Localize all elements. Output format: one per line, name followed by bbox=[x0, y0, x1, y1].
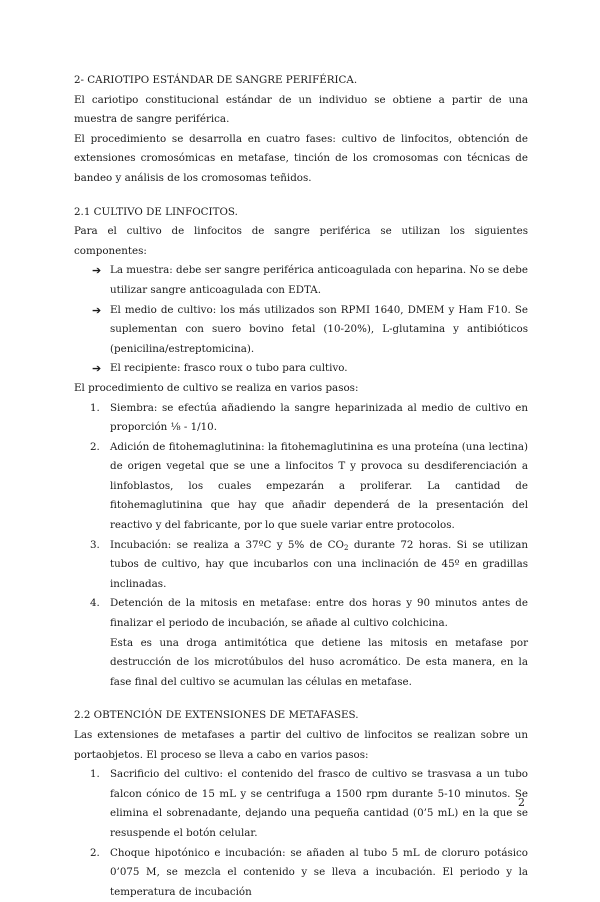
list-item bbox=[92, 261, 528, 300]
step-number: 4. bbox=[90, 597, 100, 610]
step-text: Detención de la mitosis en metafase: entre dos horas y 90 minutos antes de finalizar el periodo de incubación, se añade al cultivo colchicina. bbox=[110, 597, 528, 630]
step-text-part-b: durante 72 horas. Si se utilizan tubos de cultivo, hay que incubarlos con una inclinación de 45º en gradillas inclinadas. bbox=[110, 538, 528, 590]
list-item bbox=[90, 438, 528, 536]
steps-intro: El procedimiento de cultivo se realiza en varios pasos: bbox=[74, 381, 359, 394]
components-list bbox=[74, 261, 528, 379]
page-number: 2 bbox=[518, 796, 525, 809]
step-text: Siembra: se efectúa añadiendo la sangre heparinizada al medio de cultivo en proporción ⅛ - 1/10. bbox=[110, 401, 528, 434]
culture-steps-list bbox=[74, 399, 528, 693]
section-2-1-intro: Para el cultivo de linfocitos de sangre periférica se utilizan los siguientes componentes: bbox=[74, 225, 528, 257]
list-item bbox=[90, 844, 528, 902]
step-text: Sacrificio del cultivo: el contenido del frasco de cultivo se trasvasa a un tubo falcon cónico de 15 mL y se centrifuga a 1500 rpm durante 5-10 minutos. Se elimina el sobrenadante, dejando una pequeña cantidad (0’5 mL) en la que se resuspende el botón celular. bbox=[110, 768, 528, 839]
section-2-heading: 2- CARIOTIPO ESTÁNDAR DE SANGRE PERIFÉRICA. bbox=[74, 74, 358, 86]
list-item bbox=[90, 594, 528, 692]
step-number: 2. bbox=[90, 440, 100, 453]
step-number: 1. bbox=[90, 401, 100, 414]
list-item bbox=[92, 301, 528, 360]
section-2-paragraph-1: El cariotipo constitucional estándar de un individuo se obtiene a partir de una muestra de sangre periférica. bbox=[74, 93, 528, 126]
arrow-icon: ➔ bbox=[92, 303, 102, 317]
co2-subscript: 2 bbox=[344, 543, 349, 552]
step-text-part-a: Incubación: se realiza a 37ºC y 5% de CO bbox=[110, 538, 344, 551]
arrow-icon: ➔ bbox=[92, 362, 102, 376]
section-2-paragraph-2: El procedimiento se desarrolla en cuatro fases: cultivo de linfocitos, obtención de extensiones cromosómicas en metafase, tinción de los cromosomas con técnicas de bandeo y análisis de los cromosomas teñidos. bbox=[74, 132, 528, 184]
step-text: Adición de fitohemaglutinina: la fitohemaglutinina es una proteína (una lectina) de origen vegetal que se une a linfocitos T y provoca su desdiferenciación a linfoblastos, los cuales empezarán a proliferar. La cantidad de fitohemaglutinina que hay que añadir dependerá de la presentación del reactivo y del fabricante, por lo que suele variar entre protocolos. bbox=[110, 440, 528, 532]
step-number: 2. bbox=[90, 846, 100, 859]
step-number: 3. bbox=[90, 538, 100, 551]
page-content bbox=[74, 71, 528, 902]
component-text: El medio de cultivo: los más utilizados son RPMI 1640, DMEM y Ham F10. Se suplementan con suero bovino fetal (10-20%), L-glutamina y antibióticos (penicilina/estreptomicina). bbox=[110, 303, 528, 355]
component-text: La muestra: debe ser sangre periférica anticoagulada con heparina. No se debe utilizar sangre anticoagulada con EDTA. bbox=[110, 264, 528, 296]
list-item bbox=[90, 399, 528, 438]
section-2-2-intro: Las extensiones de metafases a partir del cultivo de linfocitos se realizan sobre un portaobjetos. El proceso se lleva a cabo en varios pasos: bbox=[74, 729, 528, 761]
step-text-extra: Esta es una droga antimitótica que detiene las mitosis en metafase por destrucción de los microtúbulos del huso acromático. De esta manera, en la fase final del cultivo se acumulan las células en metafase. bbox=[110, 636, 528, 688]
list-item bbox=[92, 359, 528, 379]
step-text: Choque hipotónico e incubación: se añaden al tubo 5 mL de cloruro potásico 0’075 M, se mezcla el contenido y se lleva a incubación. El periodo y la temperatura de incubación bbox=[110, 846, 528, 898]
step-number: 1. bbox=[90, 768, 100, 781]
component-text: El recipiente: frasco roux o tubo para cultivo. bbox=[110, 362, 348, 375]
list-item bbox=[90, 536, 528, 595]
list-item bbox=[90, 765, 528, 843]
extension-steps-list bbox=[74, 765, 528, 902]
arrow-icon: ➔ bbox=[92, 264, 102, 278]
section-2-1-heading: 2.1 CULTIVO DE LINFOCITOS. bbox=[74, 205, 238, 218]
section-2-2-heading: 2.2 OBTENCIÓN DE EXTENSIONES DE METAFASES. bbox=[74, 709, 359, 722]
